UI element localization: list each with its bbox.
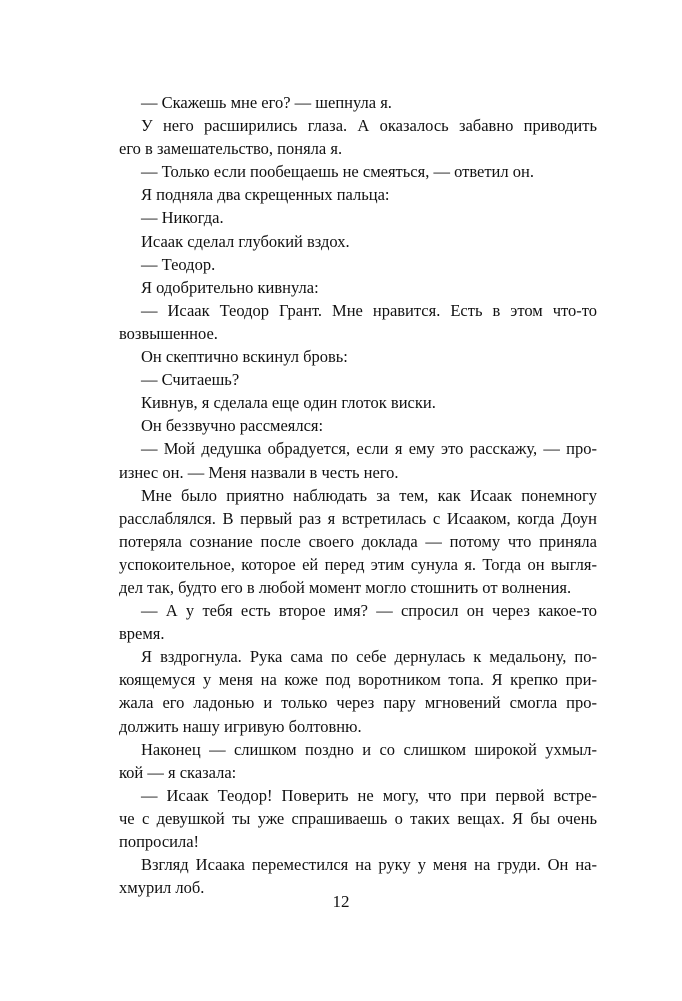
- text-line: время.: [119, 624, 165, 644]
- text-line: Наконец — слишком поздно и со слишком широкой ухмыл-: [141, 739, 597, 759]
- paragraph: [119, 114, 597, 160]
- text-line: попросила!: [119, 832, 200, 851]
- page-number: 12: [332, 892, 350, 911]
- text-line: должить нашу игривую болтовню.: [119, 716, 362, 736]
- text-line: Я одобрительно кивнула:: [141, 277, 319, 297]
- text-line: Исаак сделал глубокий вздох.: [141, 231, 350, 251]
- paragraph: [119, 738, 597, 784]
- text-line: — А у тебя есть второе имя? — спросил он через какое-то: [141, 601, 597, 621]
- text-line: — Скажешь мне его? — шепнула я.: [141, 93, 392, 112]
- text-line: изнес он. — Меня назвали в честь него.: [119, 462, 399, 482]
- text-line: У него расширились глаза. А оказалось забавно приводить: [141, 116, 597, 136]
- text-line: Взгляд Исаака переместился на руку у меня на груди. Он на-: [141, 855, 597, 875]
- text-line: — Теодор.: [141, 254, 216, 274]
- text-line: Я подняла два скрещенных пальца:: [141, 185, 390, 205]
- paragraph: [119, 160, 597, 183]
- text-line: Я вздрогнула. Рука сама по себе дернулась к медальону, по-: [141, 647, 597, 667]
- paragraph: [119, 599, 597, 645]
- paragraph: [119, 345, 597, 368]
- paragraph: [119, 645, 597, 737]
- text-line: хмурил лоб.: [119, 878, 205, 898]
- paragraph: [119, 230, 597, 253]
- paragraph: [119, 484, 597, 599]
- text-line: Мне было приятно наблюдать за тем, как Исаак понемногу: [141, 485, 597, 505]
- text-line: Кивнув, я сделала еще один глоток виски.: [141, 393, 436, 413]
- text-line: расслаблялся. В первый раз я встретилась с Исааком, когда Доун: [119, 508, 597, 528]
- paragraph: [119, 206, 597, 229]
- paragraph: [119, 368, 597, 391]
- paragraph: [119, 91, 597, 114]
- text-line: возвышенное.: [119, 323, 218, 343]
- text-line: коящемуся у меня на коже под воротником топа. Я крепко при-: [119, 670, 597, 690]
- paragraph: [119, 253, 597, 276]
- text-line: его в замешательство, поняла я.: [119, 139, 343, 159]
- paragraph: [119, 276, 597, 299]
- text-line: успокоительное, которое ей перед этим сунула я. Тогда он выгля-: [119, 554, 597, 574]
- text-line: — Исаак Теодор Грант. Мне нравится. Есть в этом что-то: [141, 300, 597, 320]
- text-line: дел так, будто его в любой момент могло стошнить от волнения.: [119, 577, 572, 597]
- text-line: — Мой дедушка обрадуется, если я ему это расскажу, — про-: [141, 439, 597, 459]
- paragraph: [119, 784, 597, 853]
- text-line: — Исаак Теодор! Поверить не могу, что при первой встре-: [141, 785, 597, 805]
- text-line: — Никогда.: [141, 208, 224, 228]
- text-line: — Только если пообещаешь не смеяться, — ответил он.: [141, 162, 534, 182]
- paragraph: [119, 299, 597, 345]
- paragraph: [119, 437, 597, 483]
- book-page-text: [119, 91, 597, 899]
- text-line: кой — я сказала:: [119, 762, 237, 782]
- text-line: че с девушкой ты уже спрашиваешь о таких вещах. Я бы очень: [119, 808, 597, 828]
- text-line: потеряла сознание после своего доклада — потому что приняла: [119, 531, 597, 551]
- paragraph: [119, 414, 597, 437]
- text-line: Он скептично вскинул бровь:: [141, 347, 348, 367]
- text-line: Он беззвучно рассмеялся:: [141, 416, 324, 436]
- text-line: — Считаешь?: [141, 370, 240, 390]
- text-line: жала его ладонью и только через пару мгновений смогла про-: [119, 693, 597, 713]
- paragraph: [119, 183, 597, 206]
- paragraph: [119, 391, 597, 414]
